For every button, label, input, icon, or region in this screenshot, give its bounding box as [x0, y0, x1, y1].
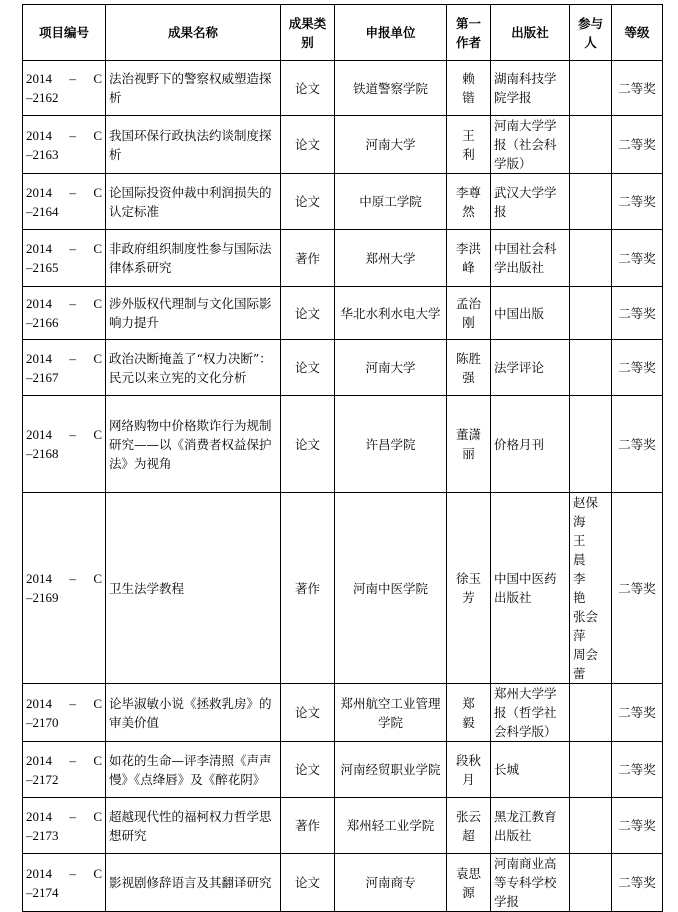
result-name-cell: 超越现代性的福柯权力哲学思想研究 [106, 798, 281, 854]
header-grade: 等级 [612, 5, 663, 61]
project-code-line: –2163 [26, 146, 59, 162]
unit-cell: 华北水利水电大学 [335, 287, 447, 340]
grade-cell: 二等奖 [612, 174, 663, 230]
table-row [23, 798, 663, 854]
result-type-cell: 论文 [281, 854, 335, 912]
project-code-line: –2173 [26, 827, 59, 843]
project-code-line: –2168 [26, 446, 59, 461]
unit-cell: 河南经贸职业学院 [335, 742, 447, 798]
grade-cell: 二等奖 [612, 396, 663, 493]
unit-cell: 河南大学 [335, 340, 447, 396]
project-code-line: –2172 [26, 771, 59, 787]
unit-cell: 郑州大学 [335, 230, 447, 287]
first-author-cell: 张云超 [447, 798, 491, 854]
project-code-line: –2162 [26, 90, 59, 105]
result-name-cell: 我国环保行政执法约谈制度探析 [106, 116, 281, 174]
publisher-cell: 郑州大学学报（哲学社会科学版） [491, 684, 570, 742]
first-author-cell: 郑 毅 [447, 684, 491, 742]
grade-cell: 二等奖 [612, 742, 663, 798]
grade-cell: 二等奖 [612, 116, 663, 174]
project-code-line: 2014 – C [26, 808, 102, 824]
participants-cell [570, 396, 612, 493]
project-code-line: 2014 – C [26, 695, 102, 711]
header-result-type: 成果类别 [281, 5, 335, 61]
first-author-cell: 赖 锴 [447, 61, 491, 116]
table-row [23, 116, 663, 174]
publisher-cell: 中国出版 [491, 287, 570, 340]
project-code-cell [23, 798, 106, 854]
table-body [23, 61, 663, 912]
header-first-author: 第一作者 [447, 5, 491, 61]
participants-cell: 赵保海 王 晨 李 艳 张会萍 周会蕾 [570, 493, 612, 684]
header-unit: 申报单位 [335, 5, 447, 61]
participants-cell [570, 684, 612, 742]
result-type-cell: 论文 [281, 287, 335, 340]
project-code-cell [23, 174, 106, 230]
unit-cell: 郑州航空工业管理学院 [335, 684, 447, 742]
project-code-line: 2014 – C [26, 241, 102, 256]
table-row [23, 287, 663, 340]
project-code-line: –2167 [26, 369, 59, 385]
publisher-cell: 中国社会科学出版社 [491, 230, 570, 287]
grade-cell: 二等奖 [612, 798, 663, 854]
table-row [23, 854, 663, 912]
participants-cell [570, 116, 612, 174]
unit-cell: 河南中医学院 [335, 493, 447, 684]
header-participants: 参与人 [570, 5, 612, 61]
table-row [23, 742, 663, 798]
project-code-cell [23, 61, 106, 116]
project-code-line: –2164 [26, 203, 59, 219]
result-name-cell: 法治视野下的警察权威塑造探析 [106, 61, 281, 116]
first-author-cell: 王 利 [447, 116, 491, 174]
grade-cell: 二等奖 [612, 287, 663, 340]
table-row [23, 493, 663, 684]
unit-cell: 郑州轻工业学院 [335, 798, 447, 854]
result-name-cell: 如花的生命—评李清照《声声慢》《点绛唇》及《醉花阴》 [106, 742, 281, 798]
publisher-cell: 法学评论 [491, 340, 570, 396]
project-code-line: 2014 – C [26, 71, 102, 86]
publisher-cell: 中国中医药出版社 [491, 493, 570, 684]
first-author-cell: 李尊然 [447, 174, 491, 230]
result-type-cell: 论文 [281, 116, 335, 174]
publisher-cell: 黑龙江教育出版社 [491, 798, 570, 854]
project-code-line: –2165 [26, 260, 59, 275]
project-code-cell [23, 230, 106, 287]
result-type-cell: 论文 [281, 742, 335, 798]
grade-cell: 二等奖 [612, 684, 663, 742]
publisher-cell: 河南大学学报（社会科学版） [491, 116, 570, 174]
grade-cell: 二等奖 [612, 854, 663, 912]
project-code-cell [23, 684, 106, 742]
table-row [23, 396, 663, 493]
result-type-cell: 著作 [281, 230, 335, 287]
project-code-line: –2170 [26, 714, 59, 730]
project-code-line: –2166 [26, 315, 59, 330]
first-author-cell: 孟治刚 [447, 287, 491, 340]
result-name-cell: 论毕淑敏小说《拯救乳房》的审美价值 [106, 684, 281, 742]
project-code-line: 2014 – C [26, 184, 102, 200]
award-table-page [22, 4, 662, 912]
publisher-cell: 长城 [491, 742, 570, 798]
header-publisher: 出版社 [491, 5, 570, 61]
project-code-line: 2014 – C [26, 127, 102, 143]
table-row [23, 340, 663, 396]
result-type-cell: 论文 [281, 61, 335, 116]
first-author-cell: 李洪峰 [447, 230, 491, 287]
project-code-line: –2169 [26, 590, 59, 605]
header-result-name: 成果名称 [106, 5, 281, 61]
unit-cell: 河南商专 [335, 854, 447, 912]
first-author-cell: 徐玉芳 [447, 493, 491, 684]
publisher-cell: 河南商业高等专科学校学报 [491, 854, 570, 912]
participants-cell [570, 61, 612, 116]
result-type-cell: 论文 [281, 340, 335, 396]
project-code-cell [23, 116, 106, 174]
header-project-code: 项目编号 [23, 5, 106, 61]
result-name-cell: 政治决断掩盖了“权力决断”：民元以来立宪的文化分析 [106, 340, 281, 396]
table-row [23, 61, 663, 116]
publisher-cell: 价格月刊 [491, 396, 570, 493]
participants-cell [570, 742, 612, 798]
result-name-cell: 论国际投资仲裁中利润损失的认定标准 [106, 174, 281, 230]
first-author-cell: 董潇丽 [447, 396, 491, 493]
result-type-cell: 著作 [281, 798, 335, 854]
project-code-line: –2174 [26, 884, 59, 900]
table-header-row [23, 5, 663, 61]
first-author-cell: 袁思源 [447, 854, 491, 912]
project-code-cell [23, 742, 106, 798]
result-name-cell: 非政府组织制度性参与国际法律体系研究 [106, 230, 281, 287]
result-type-cell: 论文 [281, 396, 335, 493]
unit-cell: 河南大学 [335, 116, 447, 174]
result-name-cell: 涉外版权代理制与文化国际影响力提升 [106, 287, 281, 340]
grade-cell: 二等奖 [612, 61, 663, 116]
first-author-cell: 陈胜强 [447, 340, 491, 396]
project-code-cell [23, 287, 106, 340]
project-code-line: 2014 – C [26, 865, 102, 881]
result-type-cell: 论文 [281, 684, 335, 742]
project-code-cell [23, 396, 106, 493]
project-code-cell [23, 854, 106, 912]
grade-cell: 二等奖 [612, 493, 663, 684]
project-code-line: 2014 – C [26, 427, 102, 442]
participants-cell [570, 854, 612, 912]
publisher-cell: 武汉大学学报 [491, 174, 570, 230]
result-type-cell: 论文 [281, 174, 335, 230]
award-table [22, 4, 663, 912]
table-row [23, 230, 663, 287]
result-type-cell: 著作 [281, 493, 335, 684]
project-code-line: 2014 – C [26, 752, 102, 768]
table-row [23, 174, 663, 230]
unit-cell: 许昌学院 [335, 396, 447, 493]
project-code-line: 2014 – C [26, 296, 102, 311]
project-code-line: 2014 – C [26, 571, 102, 586]
first-author-cell: 段秋月 [447, 742, 491, 798]
unit-cell: 中原工学院 [335, 174, 447, 230]
grade-cell: 二等奖 [612, 340, 663, 396]
participants-cell [570, 340, 612, 396]
unit-cell: 铁道警察学院 [335, 61, 447, 116]
result-name-cell: 影视剧修辞语言及其翻译研究 [106, 854, 281, 912]
participants-cell [570, 230, 612, 287]
result-name-cell: 卫生法学教程 [106, 493, 281, 684]
project-code-line: 2014 – C [26, 350, 102, 366]
grade-cell: 二等奖 [612, 230, 663, 287]
participants-cell [570, 174, 612, 230]
participants-cell [570, 798, 612, 854]
table-row [23, 684, 663, 742]
participants-cell [570, 287, 612, 340]
project-code-cell [23, 493, 106, 684]
project-code-cell [23, 340, 106, 396]
result-name-cell: 网络购物中价格欺诈行为规制研究——以《消费者权益保护法》为视角 [106, 396, 281, 493]
publisher-cell: 湖南科技学院学报 [491, 61, 570, 116]
